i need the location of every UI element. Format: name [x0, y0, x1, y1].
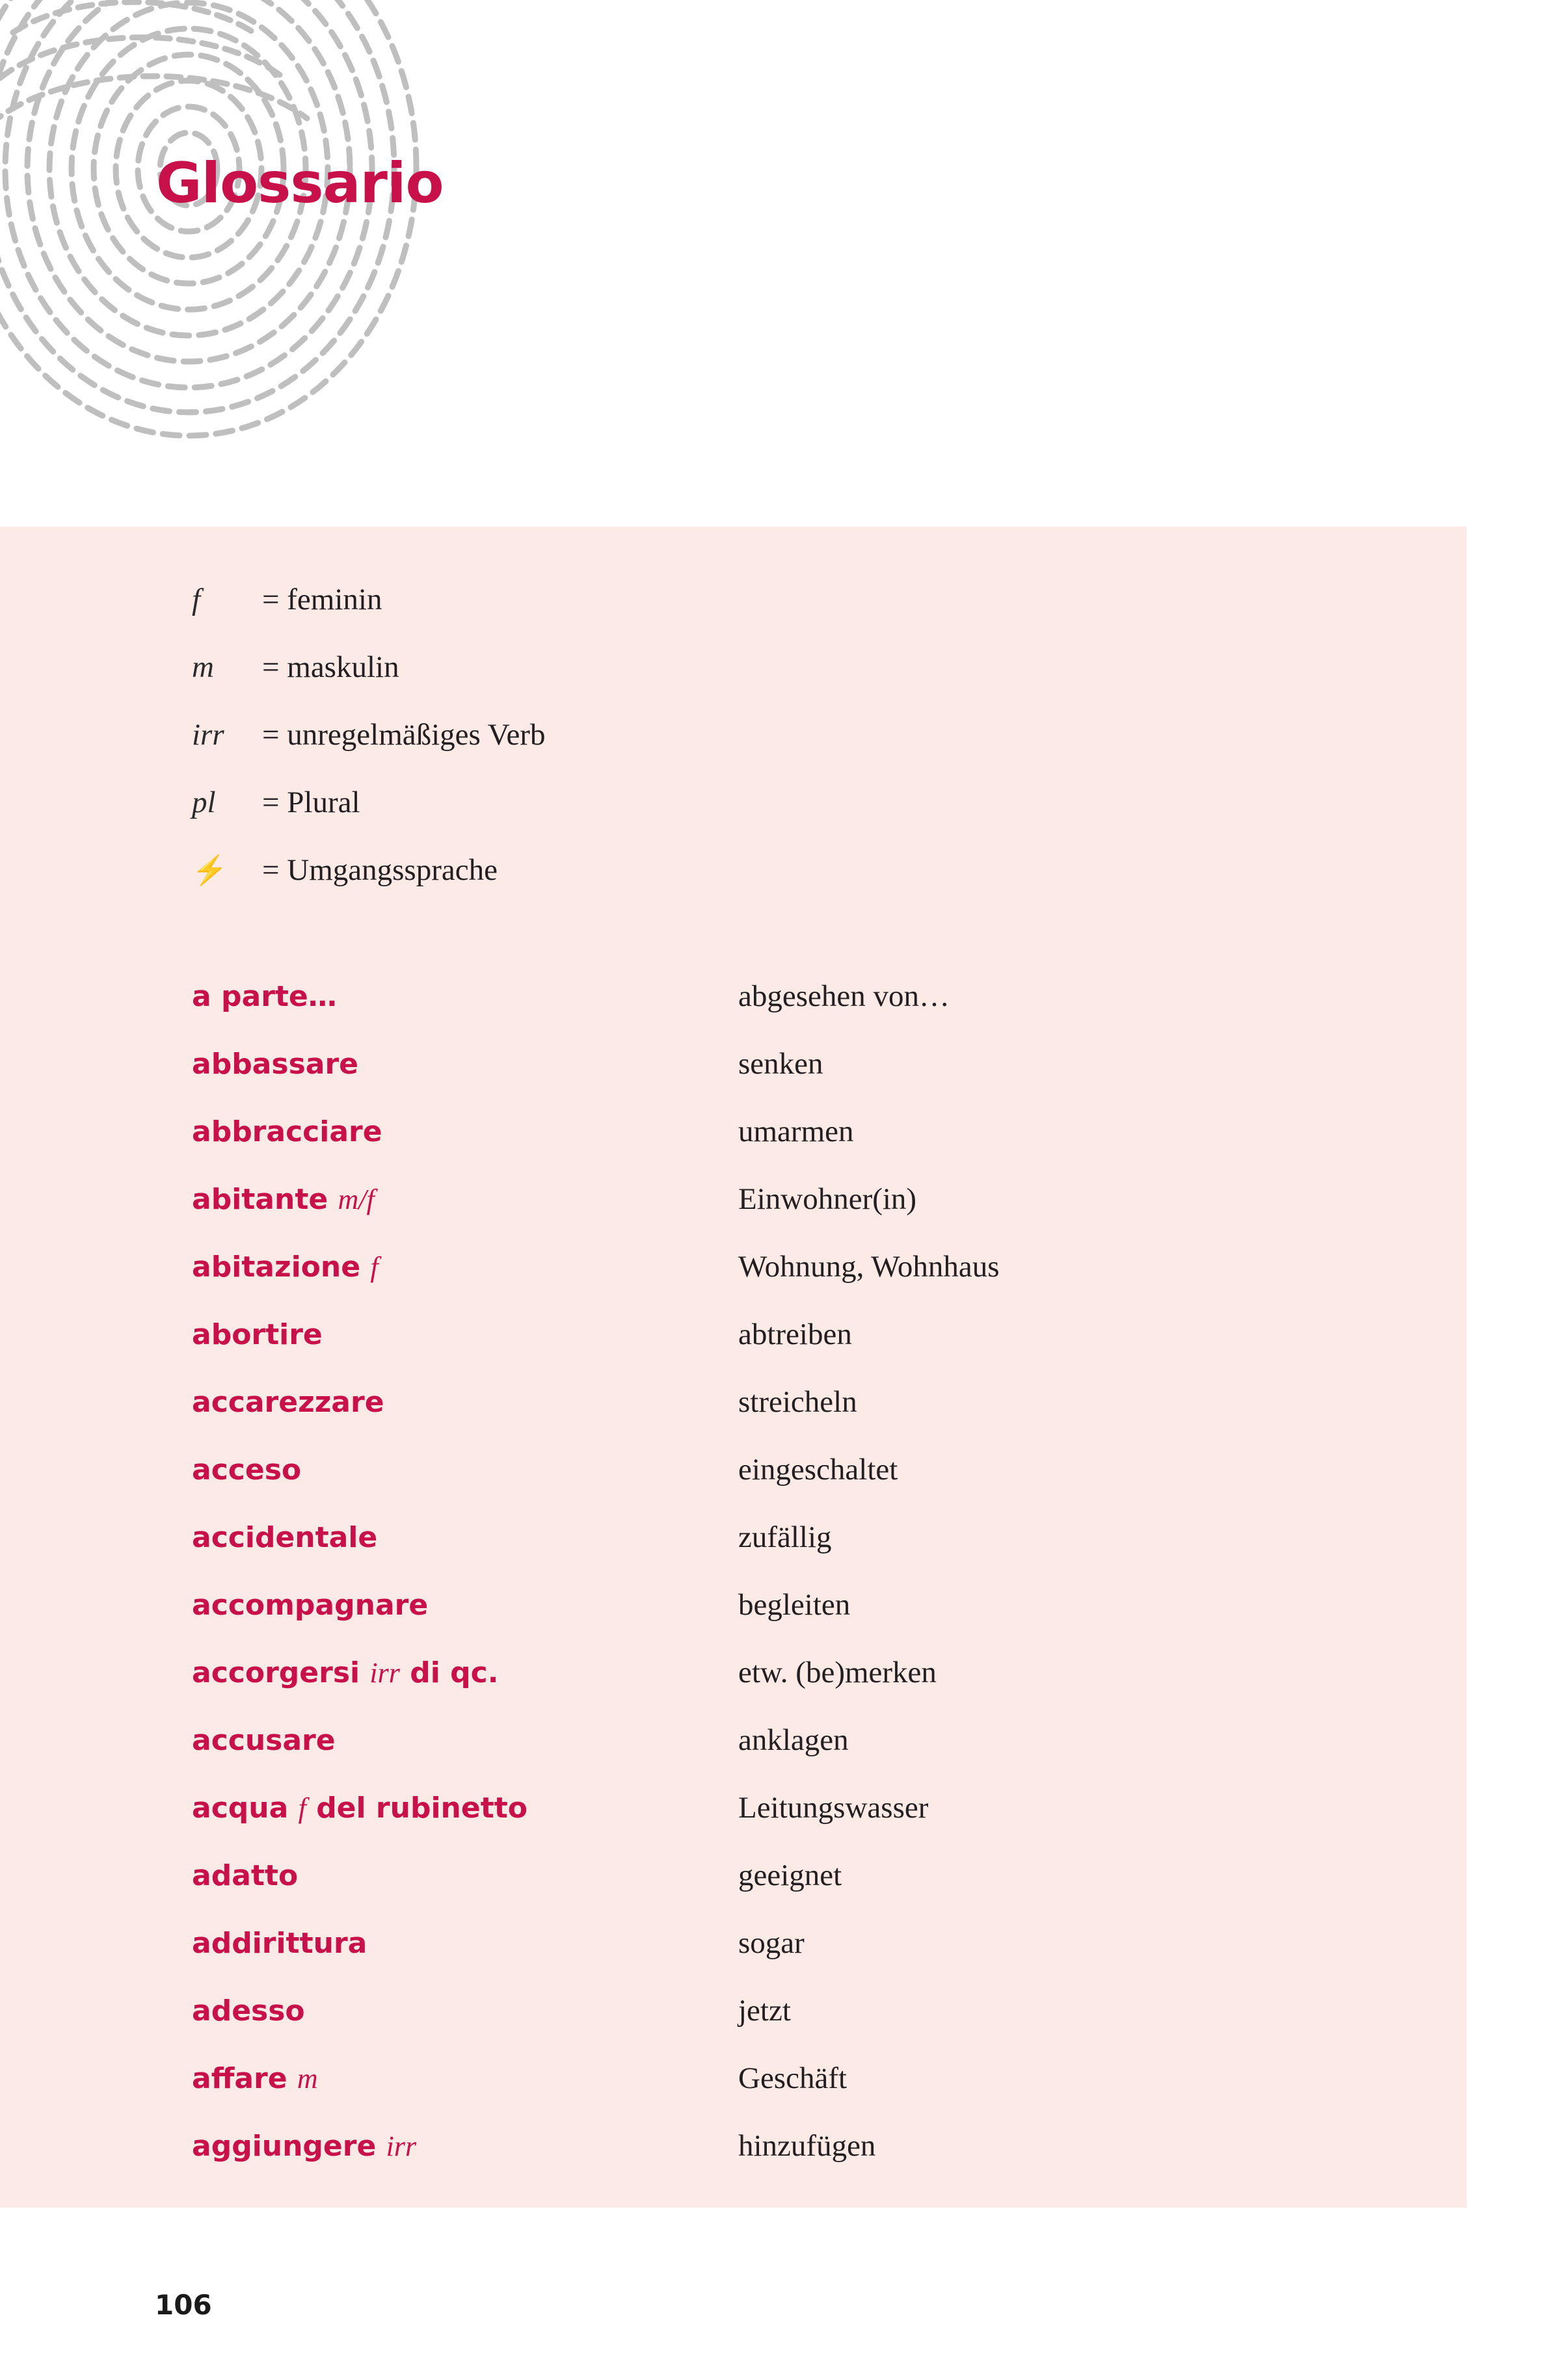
glossary-translation: Wohnung, Wohnhaus — [738, 1250, 1000, 1284]
glossary-entry — [192, 2128, 1363, 2196]
glossary-entry — [192, 1317, 1363, 1384]
legend-key: m — [192, 650, 214, 684]
glossary-term: accusare — [192, 1724, 336, 1757]
glossary-entry — [192, 1655, 1363, 1723]
term-suffix: di qc. — [410, 1656, 499, 1689]
glossary-term: accarezzare — [192, 1386, 384, 1419]
glossary-entry — [192, 1384, 1363, 1452]
grammar-tag: irr — [386, 2130, 417, 2162]
glossary-term: addirittura — [192, 1927, 367, 1960]
legend-key: f — [192, 583, 201, 616]
glossary-term: adatto — [192, 1859, 299, 1892]
grammar-tag: f — [298, 1792, 306, 1824]
glossary-translation: jetzt — [738, 1994, 791, 2028]
page-number: 106 — [155, 2289, 212, 2321]
glossary-entry — [192, 1182, 1363, 1249]
fingerprint-decoration — [0, 0, 507, 488]
glossary-entry — [192, 1114, 1363, 1182]
glossary-entry — [192, 979, 1363, 1046]
glossary-translation: abgesehen von… — [738, 979, 950, 1013]
glossary-term: accompagnare — [192, 1589, 429, 1622]
abbreviation-legend — [192, 582, 1167, 920]
glossary-translation: Geschäft — [738, 2061, 847, 2095]
legend-value: = unregelmäßiges Verb — [262, 718, 546, 752]
grammar-tag: m/f — [338, 1183, 375, 1215]
glossary-term: adesso — [192, 1994, 305, 2028]
glossary-entry — [192, 1925, 1363, 1993]
glossary-translation: begleiten — [738, 1588, 851, 1622]
legend-key: pl — [192, 786, 216, 819]
glossary-entry — [192, 1723, 1363, 1790]
glossary-entry — [192, 1790, 1363, 1858]
glossary-term: abbracciare — [192, 1115, 382, 1148]
glossary-translation: eingeschaltet — [738, 1453, 898, 1487]
legend-value: = Plural — [262, 786, 360, 819]
glossary-translation: zufällig — [738, 1520, 832, 1554]
legend-item — [192, 785, 1167, 853]
legend-item — [192, 717, 1167, 785]
colloquial-symbol-icon: ⚡ — [192, 854, 228, 886]
glossary-term: acqua f del rubinetto — [192, 1792, 527, 1825]
glossary-term: acceso — [192, 1453, 302, 1487]
glossary-term: abitazione f — [192, 1250, 379, 1284]
legend-key: irr — [192, 718, 224, 752]
glossary-term: aggiungere irr — [192, 2130, 417, 2163]
glossary-translation: anklagen — [738, 1723, 849, 1757]
glossary-list — [192, 979, 1363, 2196]
glossary-entry — [192, 1249, 1363, 1317]
glossary-term: abitante m/f — [192, 1183, 375, 1216]
glossary-term: abortire — [192, 1318, 323, 1351]
glossary-term: abbassare — [192, 1048, 358, 1081]
legend-value: = maskulin — [262, 650, 399, 684]
grammar-tag: f — [370, 1251, 379, 1283]
glossary-entry — [192, 1046, 1363, 1114]
legend-value: = feminin — [262, 583, 382, 616]
glossary-translation: sogar — [738, 1926, 805, 1960]
page-title: Glossario — [156, 151, 444, 216]
grammar-tag: irr — [369, 1657, 400, 1689]
glossary-entry — [192, 1587, 1363, 1655]
glossary-translation: Einwohner(in) — [738, 1182, 917, 1216]
glossary-term: accidentale — [192, 1521, 378, 1554]
term-suffix: del rubinetto — [316, 1792, 527, 1825]
glossary-translation: Leitungswasser — [738, 1791, 929, 1825]
glossary-entry — [192, 1858, 1363, 1925]
glossary-translation: etw. (be)merken — [738, 1656, 937, 1689]
glossary-entry — [192, 1452, 1363, 1520]
glossary-term: a parte… — [192, 980, 337, 1013]
glossary-term: affare m — [192, 2062, 318, 2095]
glossary-term: accorgersi irr di qc. — [192, 1656, 499, 1689]
glossary-entry — [192, 2061, 1363, 2128]
glossary-translation: abtreiben — [738, 1317, 852, 1351]
legend-value: = Umgangssprache — [262, 853, 498, 887]
glossary-translation: umarmen — [738, 1115, 854, 1148]
legend-item — [192, 582, 1167, 650]
glossary-translation: senken — [738, 1047, 823, 1081]
glossary-translation: geeignet — [738, 1858, 842, 1892]
legend-item — [192, 853, 1167, 920]
glossary-entry — [192, 1993, 1363, 2061]
glossary-translation: hinzufügen — [738, 2129, 876, 2163]
glossary-translation: streicheln — [738, 1385, 857, 1419]
grammar-tag: m — [297, 2063, 318, 2095]
legend-item — [192, 650, 1167, 717]
glossary-entry — [192, 1520, 1363, 1587]
